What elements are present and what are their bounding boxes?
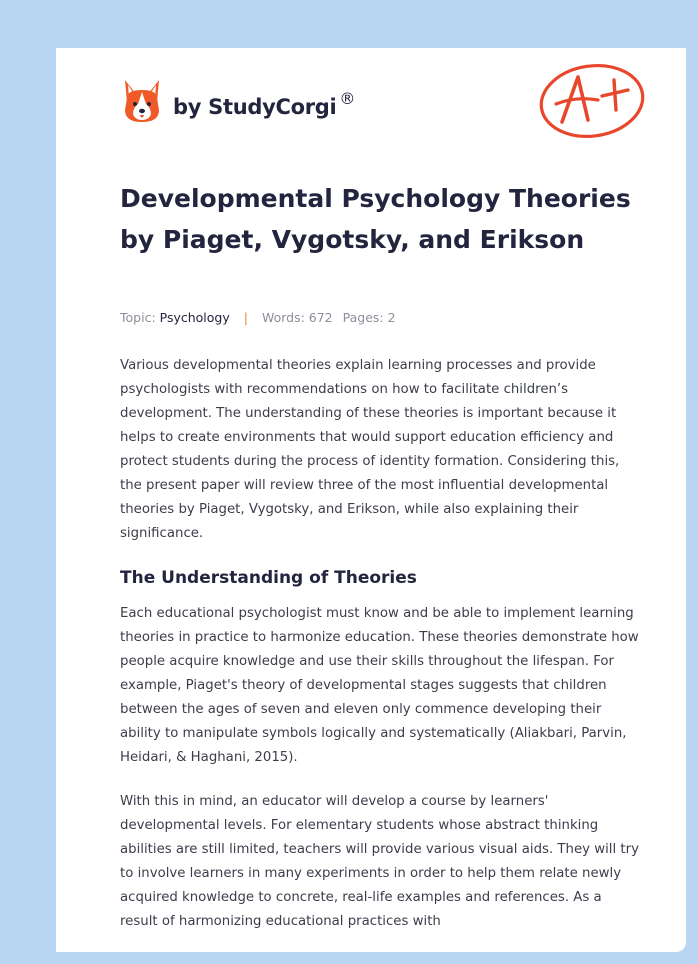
- brand-name: by StudyCorgi: [173, 95, 337, 119]
- intro-paragraph: Various developmental theories explain learning processes and provide psychologists with recommendations on how to facilitate children’s development. The understanding of these theories is important because it helps to create environments that would support education efficiency and protect students during the process of identity formation. Considering this, the present paper will review three of the most influential developmental theories by Piaget, Vygotsky, and Erikson, while also explaining their significance.: [120, 358, 620, 541]
- topic-link[interactable]: Psychology: [159, 310, 230, 325]
- topic-label: Topic:: [120, 310, 156, 325]
- document-page: [56, 48, 686, 952]
- registered-mark: ®: [339, 88, 356, 108]
- body-paragraph: With this in mind, an educator will develop a course by learners' developmental levels. For elementary students whose abstract thinking abilities are still limited, teachers will provide various visual aids. They will try to involve learners in many experiments in order to help them relate newly acquired knowledge to concrete, real-life examples and references. As a result of harmonizing educational practices with: [120, 794, 639, 929]
- document-meta: [120, 310, 396, 325]
- section-heading: The Understanding of Theories: [120, 568, 417, 588]
- document-body: [120, 354, 640, 952]
- document-title: Developmental Psychology Theories by Piaget, Vygotsky, and Erikson: [120, 184, 631, 254]
- studycorgi-brand[interactable]: [121, 76, 355, 126]
- word-count: Words: 672: [261, 310, 333, 325]
- body-paragraph: Each educational psychologist must know and be able to implement learning theories in practice to harmonize education. These theories demonstrate how people acquire knowledge and use their skills throughout the lifespan. For example, Piaget's theory of developmental stages suggests that children between the ages of seven and eleven only commence developing their ability to manipulate symbols logically and systematically (Aliakbari, Parvin, Heidari, & Haghani, 2015).: [120, 606, 639, 765]
- corgi-logo-icon: [121, 78, 163, 124]
- meta-separator: |: [243, 310, 248, 325]
- page-count: Pages: 2: [342, 310, 396, 325]
- a-plus-grade-icon: [536, 60, 648, 146]
